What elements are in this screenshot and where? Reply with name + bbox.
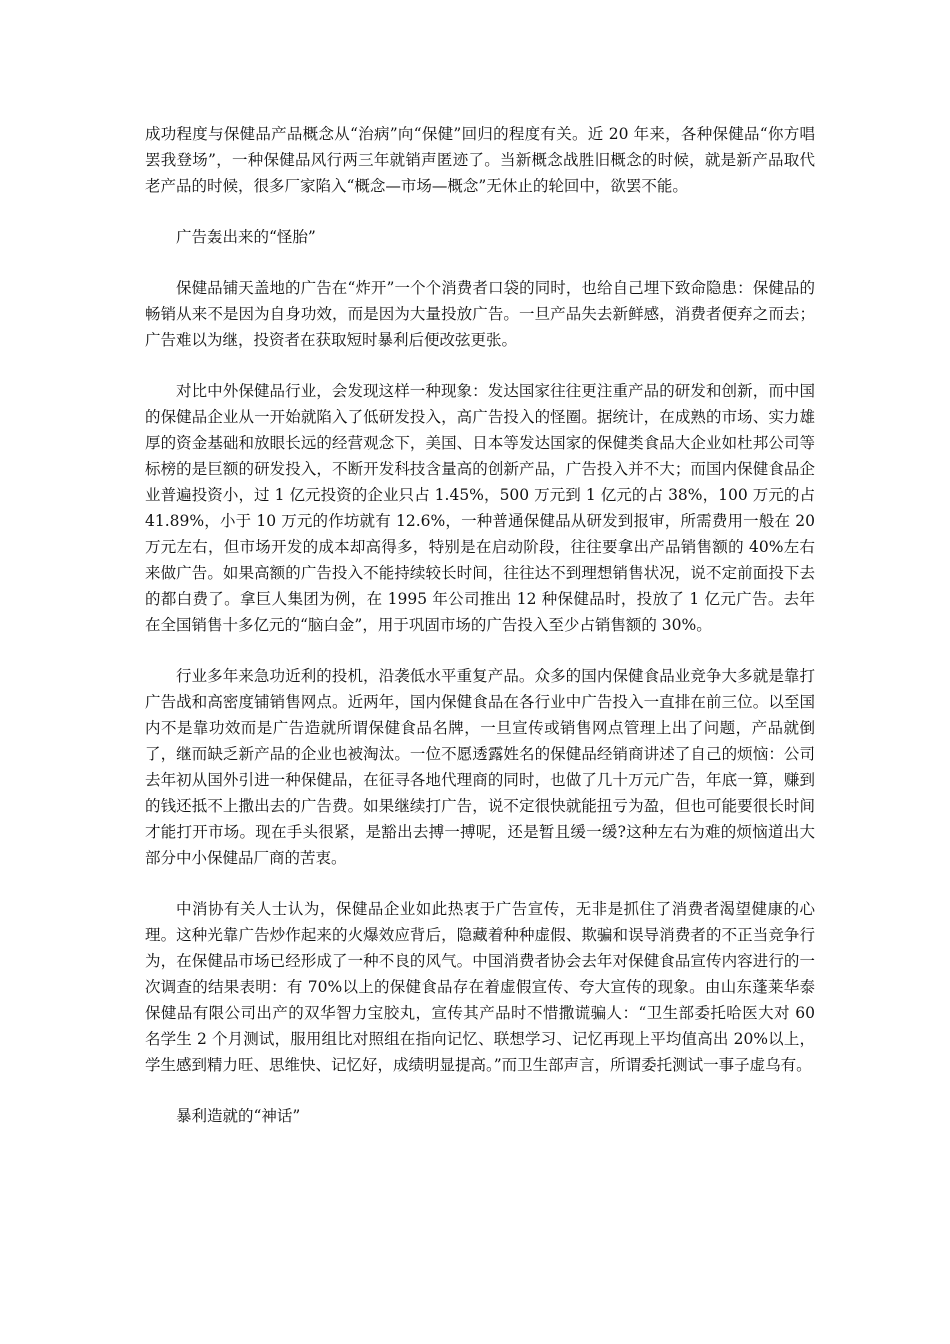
paragraph-continued: 成功程度与保健品产品概念从“治病”向“保健”回归的程度有关。近 20 年来，各种保健品“你方唱罢我登场”，一种保健品风行两三年就销声匿迹了。当新概念战胜旧概念的时候，就是新产品取代老产品的时候，很多厂家陷入“概念—市场—概念”无休止的轮回中，欲罢不能。: [145, 125, 815, 195]
section-heading-profit: 暴利造就的“神话”: [176, 1107, 301, 1125]
document-body: [145, 121, 815, 1154]
paragraph: 对比中外保健品行业，会发现这样一种现象：发达国家往往更注重产品的研发和创新，而中国的保健品企业从一开始就陷入了低研发投入，高广告投入的怪圈。据统计，在成熟的市场、实力雄厚的资金基础和放眼长远的经营观念下，美国、日本等发达国家的保健类食品大企业如杜邦公司等标榜的是巨额的研发投入，不断开发科技含量高的创新产品，广告投入并不大；而国内保健食品企业普遍投资小，过 1 亿元投资的企业只占 1.45%，500 万元到 1 亿元的占 38%，100 万元的占 41.89%，小于 10 万元的作坊就有 12.6%，一种普通保健品从研发到报审，所需费用一般在 20 万元左右，但市场开发的成本却高得多，特别是在启动阶段，往往要拿出产品销售额的 40%左右来做广告。如果高额的广告投入不能持续较长时间，往往达不到理想销售状况，说不定前面投下去的都白费了。拿巨人集团为例，在 1995 年公司推出 12 种保健品时，投放了 1 亿元广告。去年在全国销售十多亿元的“脑白金”，用于巩固市场的广告投入至少占销售额的 30%。: [145, 382, 815, 634]
paragraph: 行业多年来急功近利的投机，沿袭低水平重复产品。众多的国内保健食品业竞争大多就是靠打广告战和高密度铺销售网点。近两年，国内保健食品在各行业中广告投入一直排在前三位。以至国内不是靠功效而是广告造就所谓保健食品名牌，一旦宣传或销售网点管理上出了问题，产品就倒了，继而缺乏新产品的企业也被淘汰。一位不愿透露姓名的保健品经销商讲述了自己的烦恼：公司去年初从国外引进一种保健品，在征寻各地代理商的同时，也做了几十万元广告，年底一算，赚到的钱还抵不上撒出去的广告费。如果继续打广告，说不定很快就能扭亏为盈，但也可能要很长时间才能打开市场。现在手头很紧，是豁出去搏一搏呢，还是暂且缓一缓?这种左右为难的烦恼道出大部分中小保健品厂商的苦衷。: [145, 667, 815, 867]
section-heading-advertising: 广告轰出来的“怪胎”: [176, 228, 316, 246]
paragraph: 保健品铺天盖地的广告在“炸开”一个个消费者口袋的同时，也给自己埋下致命隐患：保健品的畅销从来不是因为自身功效，而是因为大量投放广告。一旦产品失去新鲜感，消费者便弃之而去；广告难以为继，投资者在获取短时暴利后便改弦更张。: [145, 279, 815, 349]
paragraph: 中消协有关人士认为，保健品企业如此热衷于广告宣传，无非是抓住了消费者渴望健康的心理。这种光靠广告炒作起来的火爆效应背后，隐藏着种种虚假、欺骗和误导消费者的不正当竞争行为，在保健品市场已经形成了一种不良的风气。中国消费者协会去年对保健食品宣传内容进行的一次调查的结果表明：有 70%以上的保健食品存在着虚假宣传、夸大宣传的现象。由山东蓬莱华泰保健品有限公司出产的双华智力宝胶丸，宣传其产品时不惜撒谎骗人：“卫生部委托哈医大对 60 名学生 2 个月测试，服用组比对照组在指向记忆、联想学习、记忆再现上平均值高出 20%以上，学生感到精力旺、思维快、记忆好，成绩明显提高。”而卫生部声言，所谓委托测试一事子虚乌有。: [145, 900, 815, 1074]
